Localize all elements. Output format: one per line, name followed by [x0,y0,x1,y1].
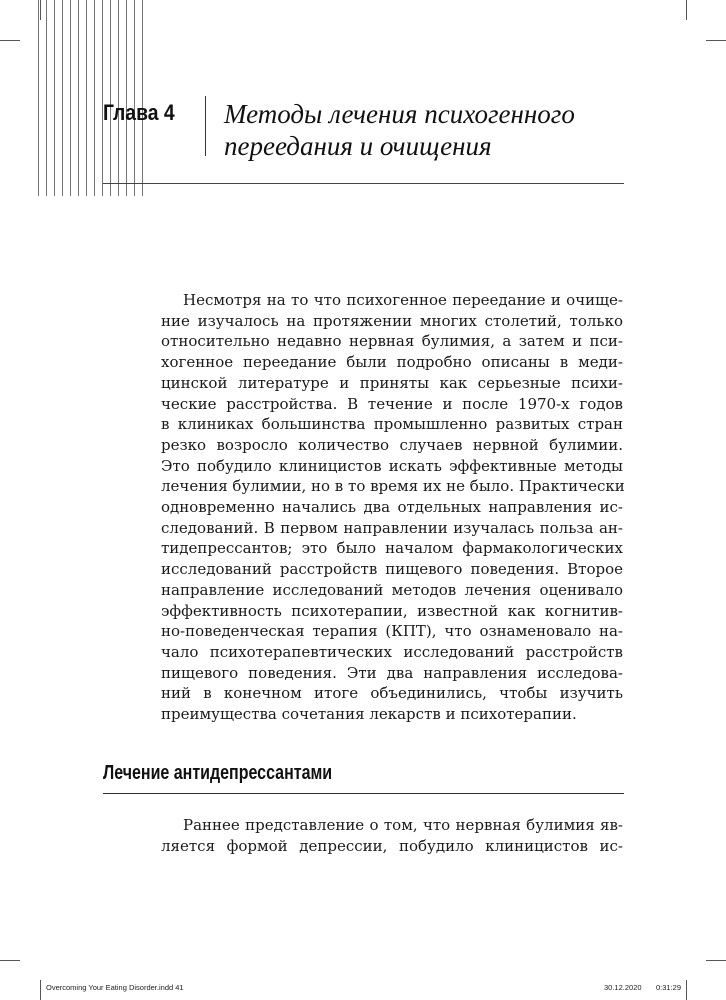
text-line: преимущества сочетания лекарств и психотерапии. [161,705,577,724]
text-line: одновременно начались два отдельных направления ис- [161,498,623,517]
footer-date: 30.12.2020 [604,983,642,992]
text-line: Несмотря на то что психогенное переедание и очище- [183,291,623,309]
crop-mark [706,960,726,961]
text-line: пищевого поведения. Эти два направления исследова- [161,663,623,682]
text-line: ние изучалось на протяжении многих столетий, только [161,311,623,330]
footer-time: 0:31:29 [656,983,682,992]
section-rule [103,793,624,794]
text-line: эффективность психотерапии, известной как когнитив- [161,601,623,620]
text-line: ляется формой депрессии, побудило клиницистов ис- [161,836,623,855]
text-line: лечения булимии, но в то время их не было. Практически [161,477,625,496]
crop-mark [686,980,687,1000]
decorative-stripes [38,0,148,196]
chapter-label: Глава 4 [103,100,175,125]
text-line: но-поведенческая терапия (КПТ), что ознаменовало на- [161,622,623,641]
text-line: резко возросло количество случаев нервной булимии. [161,435,623,454]
crop-mark [686,0,687,20]
text-line: Раннее представление о том, что нервная булимия яв- [183,816,623,834]
text-line: чало психотерапевтических исследований расстройств [161,642,623,661]
text-line: относительно недавно нервная булимия, а затем и пси- [161,332,623,351]
text-line: направление исследований методов лечения оценивало [161,580,623,599]
text-line: тидепрессантов; это было началом фармакологических [161,539,623,558]
chapter-title [224,98,575,162]
crop-mark [0,40,20,41]
chapter-title-line: Методы лечения психогенного [224,99,575,129]
crop-mark [0,960,20,961]
text-line: Это побудило клиницистов искать эффективные методы [161,456,623,475]
chapter-title-line: переедания и очищения [224,131,492,161]
section-heading: Лечение антидепрессантами [103,762,333,784]
text-line: ний в конечном итоге объединились, чтобы изучить [161,684,623,703]
body-paragraph [161,290,623,725]
footer-file: Overcoming Your Eating Disorder.indd 41 [46,983,184,992]
text-line: ческие расстройства. В течение и после 1970-х годов [161,394,623,413]
crop-mark [40,980,41,1000]
text-line: следований. В первом направлении изучалась польза ан- [161,518,623,537]
text-line: исследований расстройств пищевого поведения. Второе [161,560,623,579]
body-paragraph [161,815,623,856]
header-rule [103,183,624,184]
crop-mark [706,40,726,41]
text-line: в клиниках большинства промышленно развитых стран [161,415,623,434]
text-line: цинской литературе и приняты как серьезные психи- [161,373,623,392]
chapter-separator [205,96,206,156]
text-line: хогенное переедание были подробно описаны в меди- [161,353,623,372]
